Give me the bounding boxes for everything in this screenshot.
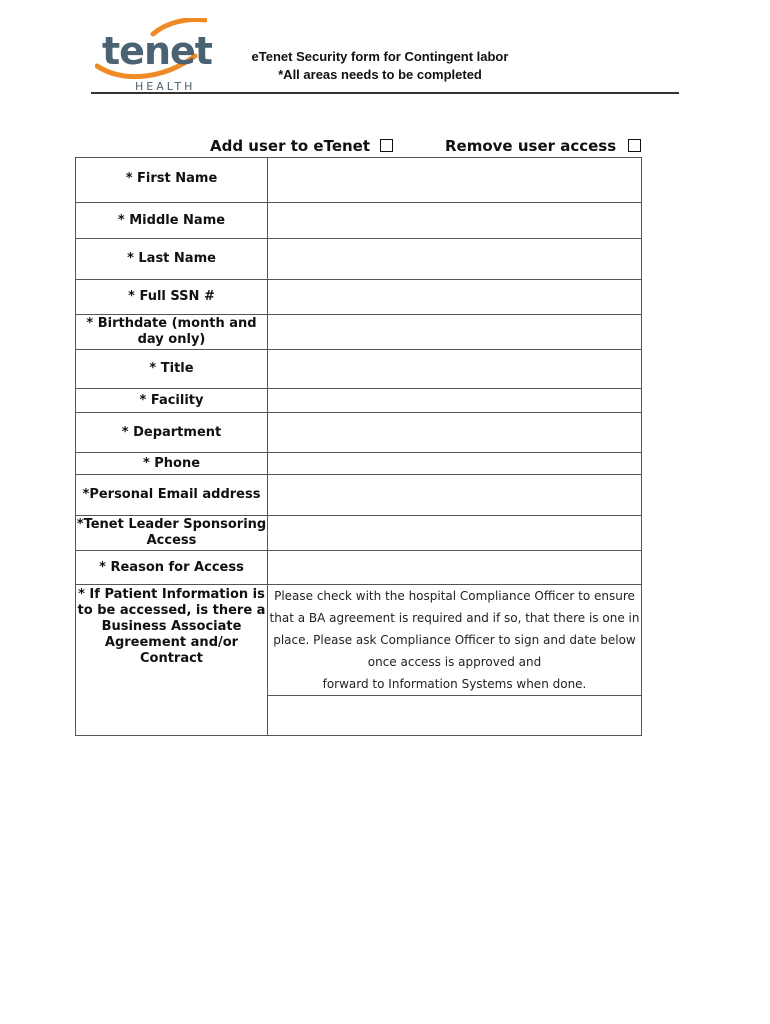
full-ssn-field[interactable]: [268, 280, 642, 315]
form-row-personal-email: [76, 475, 642, 516]
field-label: * If Patient Information is to be accessed, is there a Business Associate Agreement and/or Contract: [76, 585, 268, 736]
header-divider: [91, 92, 679, 94]
form-row-birthdate: [76, 315, 642, 350]
facility-field[interactable]: [268, 389, 642, 413]
field-label: * Birthdate (month and day only): [76, 315, 268, 350]
form-row-facility: [76, 389, 642, 413]
compliance-signature-field[interactable]: [268, 696, 642, 736]
middle-name-field[interactable]: [268, 203, 642, 239]
add-user-label: Add user to eTenet: [210, 137, 371, 155]
birthdate-field[interactable]: [268, 315, 642, 350]
field-label: * Phone: [76, 453, 268, 475]
field-label: * Department: [76, 413, 268, 453]
tenet-leader-field[interactable]: [268, 516, 642, 551]
phone-field[interactable]: [268, 453, 642, 475]
add-user-option: [210, 136, 393, 156]
field-label: * Middle Name: [76, 203, 268, 239]
form-subtitle: *All areas needs to be completed: [278, 67, 482, 82]
form-row-first-name: [76, 158, 642, 203]
remove-user-checkbox[interactable]: [628, 139, 641, 152]
form-row-tenet-leader: [76, 516, 642, 551]
field-label: * Reason for Access: [76, 551, 268, 585]
form-title: eTenet Security form for Contingent labor: [251, 49, 509, 64]
field-label: *Tenet Leader Sponsoring Access: [76, 516, 268, 551]
form-row-department: [76, 413, 642, 453]
form-row-middle-name: [76, 203, 642, 239]
field-label: * Facility: [76, 389, 268, 413]
field-label: * Last Name: [76, 239, 268, 280]
form-header: [220, 48, 540, 84]
logo-subtitle: HEALTH: [135, 80, 196, 93]
personal-email-field[interactable]: [268, 475, 642, 516]
form-row-full-ssn: [76, 280, 642, 315]
compliance-note-line: place. Please ask Compliance Officer to sign and date below: [273, 633, 636, 647]
form-row-last-name: [76, 239, 642, 280]
tenet-health-logo: [95, 18, 212, 93]
field-label: * First Name: [76, 158, 268, 203]
compliance-note-line: Please check with the hospital Compliance Officer to ensure: [274, 589, 635, 603]
compliance-note-line: that a BA agreement is required and if so, that there is one in: [269, 611, 640, 625]
form-row-patient-info: [76, 585, 642, 696]
reason-field[interactable]: [268, 551, 642, 585]
compliance-note-line: once access is approved and: [367, 655, 542, 669]
compliance-note: [268, 585, 642, 696]
title-field[interactable]: [268, 350, 642, 389]
user-form-table: [75, 157, 642, 736]
field-label: *Personal Email address: [76, 475, 268, 516]
remove-user-option: [445, 136, 641, 156]
form-row-title: [76, 350, 642, 389]
field-label: * Full SSN #: [76, 280, 268, 315]
department-field[interactable]: [268, 413, 642, 453]
add-user-checkbox[interactable]: [380, 139, 393, 152]
field-label: * Title: [76, 350, 268, 389]
form-row-reason: [76, 551, 642, 585]
logo-wordmark: tenet: [102, 29, 212, 73]
last-name-field[interactable]: [268, 239, 642, 280]
compliance-note-line: forward to Information Systems when done.: [322, 677, 587, 691]
form-row-phone: [76, 453, 642, 475]
remove-user-label: Remove user access: [445, 137, 617, 155]
first-name-field[interactable]: [268, 158, 642, 203]
